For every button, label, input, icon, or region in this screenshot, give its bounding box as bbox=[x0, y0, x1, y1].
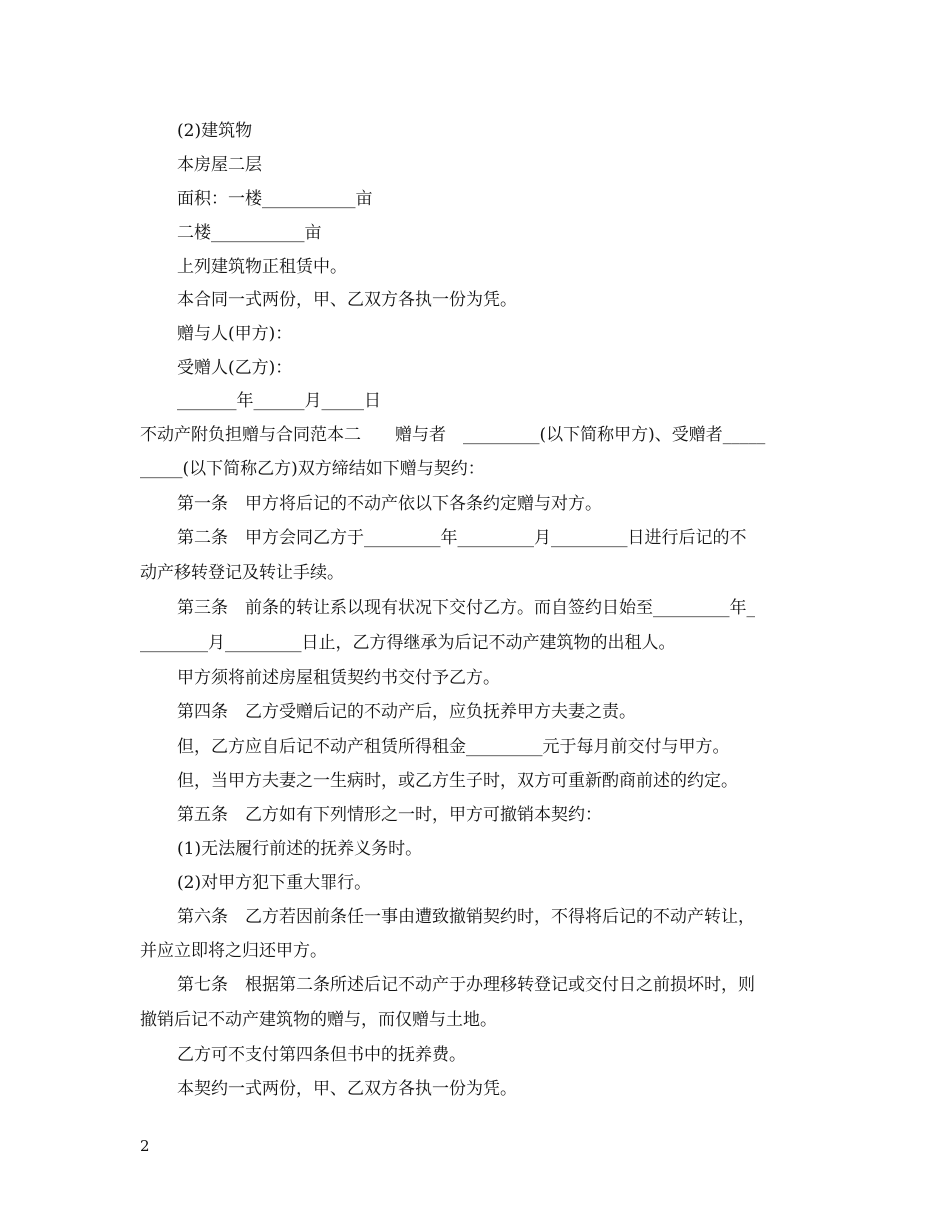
signature-date-line: _______年______月_____日 bbox=[177, 391, 381, 411]
text-line: 但，当甲方夫妻之一生病时，或乙方生子时，双方可重新酌商前述的约定。 bbox=[177, 771, 738, 791]
article-1: 第一条 甲方将后记的不动产依以下各条约定赠与对方。 bbox=[177, 494, 602, 514]
text-line: 动产移转登记及转让手续。 bbox=[140, 563, 344, 583]
text-line: 上列建筑物正租赁中。 bbox=[177, 257, 347, 277]
text-line: ________月_________日止，乙方得继承为后记不动产建筑物的出租人。 bbox=[140, 633, 676, 653]
text-line: 但，乙方应自后记不动产租赁所得租金_________元于每月前交付与甲方。 bbox=[177, 737, 730, 757]
text-line: 撤销后记不动产建筑物的赠与，而仅赠与土地。 bbox=[140, 1010, 497, 1030]
text-line: 面积：一楼___________亩 bbox=[177, 189, 373, 209]
article-3: 第三条 前条的转让系以现有状况下交付乙方。而自签约日始至_________年_ bbox=[177, 598, 755, 618]
text-line: 二楼___________亩 bbox=[177, 223, 322, 243]
article-2: 第二条 甲方会同乙方于_________年_________月_________日进行后记的不 bbox=[177, 528, 747, 548]
text-line: 并应立即将之归还甲方。 bbox=[140, 941, 327, 961]
article-4: 第四条 乙方受赠后记的不动产后，应负抚养甲方夫妻之责。 bbox=[177, 702, 636, 722]
text-line: 乙方可不支付第四条但书中的抚养费。 bbox=[177, 1045, 466, 1065]
text-line: (2)对甲方犯下重大罪行。 bbox=[177, 873, 372, 893]
text-line: (2)建筑物 bbox=[177, 121, 253, 141]
article-7: 第七条 根据第二条所述后记不动产于办理移转登记或交付日之前损坏时，则 bbox=[177, 975, 755, 995]
contract-title-line: 不动产附负担赠与合同范本二 赠与者 _________(以下简称甲方)、受赠者_____ bbox=[140, 425, 766, 445]
text-line: 赠与人(甲方)： bbox=[177, 324, 293, 344]
text-line: 甲方须将前述房屋租赁契约书交付予乙方。 bbox=[177, 668, 500, 688]
text-line: _____(以下简称乙方)双方缔结如下赠与契约： bbox=[140, 459, 485, 479]
article-6: 第六条 乙方若因前条任一事由遭致撤销契约时，不得将后记的不动产转让， bbox=[177, 907, 755, 927]
page-number: 2 bbox=[140, 1137, 150, 1155]
article-5: 第五条 乙方如有下列情形之一时，甲方可撤销本契约： bbox=[177, 805, 602, 825]
text-line: 本契约一式两份，甲、乙双方各执一份为凭。 bbox=[177, 1079, 517, 1099]
text-line: 受赠人(乙方)： bbox=[177, 358, 293, 378]
text-line: (1)无法履行前述的抚养义务时。 bbox=[177, 839, 423, 859]
text-line: 本房屋二层 bbox=[177, 155, 262, 175]
text-line: 本合同一式两份，甲、乙双方各执一份为凭。 bbox=[177, 290, 517, 310]
